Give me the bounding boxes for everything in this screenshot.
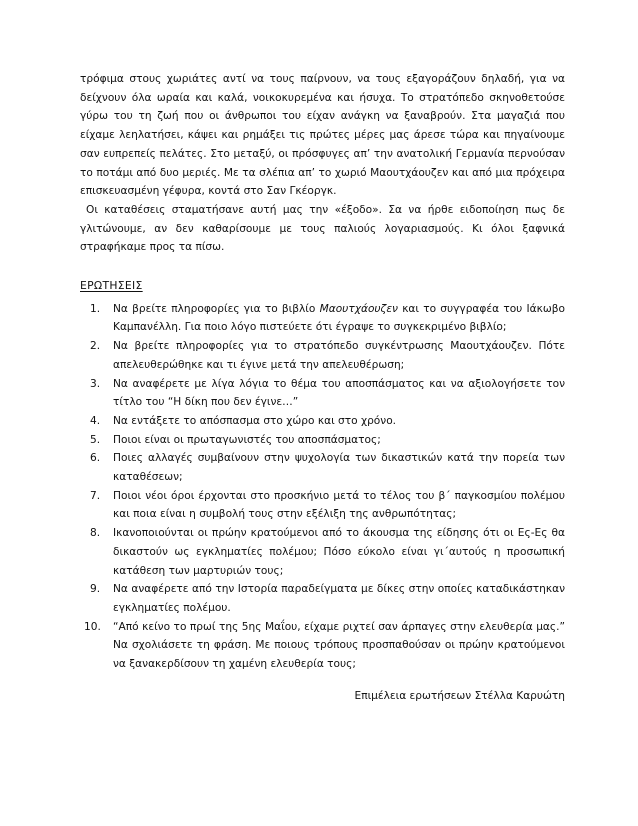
- question-text: Να εντάξετε το απόσπασμα στο χώρο και στο χρόνο.: [113, 414, 397, 427]
- question-text: Ικανοποιούνται οι πρώην κρατούμενοι από το άκουσμα της είδησης ότι οι Ες-Ες θα δικαστούν ως εγκληματίες πολέμου; Πόσο εύκολο είναι γι΄αυτούς η προσωπική κατάθεση των μαρτυριών τους;: [113, 527, 565, 577]
- questions-list: [80, 300, 565, 674]
- question-item: [80, 487, 565, 524]
- question-number: 10.: [84, 620, 101, 633]
- question-text: Ποιες αλλαγές συμβαίνουν στην ψυχολογία των δικαστικών κατά την πορεία των καταθέσεων;: [113, 452, 565, 484]
- question-number: 7.: [90, 489, 101, 502]
- question-text: “Από κείνο το πρωί της 5ης Μαΐου, είχαμε ριχτεί σαν άρπαγες στην ελευθερία μας.” Να σχολιάσετε τη φράση. Με ποιους τρόπους προσπαθούσαν οι πρώην κρατούμενοι να ξανακερδίσουν τη χαμένη ελευθερία τους;: [113, 620, 565, 671]
- question-item: [80, 337, 565, 374]
- question-text-part: Να βρείτε πληροφορίες για το βιβλίο: [113, 302, 320, 315]
- question-item: [80, 412, 565, 431]
- question-text: Ποιοι νέοι όροι έρχονται στο προσκήνιο μετά το τέλος του β΄ παγκοσμίου πολέμου και ποια είναι η συμβολή τους στην εξέλιξη της ανθρωπότητας;: [113, 489, 565, 521]
- question-item: [80, 449, 565, 486]
- question-text: Να αναφέρετε από την Ιστορία παραδείγματα με δίκες στην οποίες καταδικάστηκαν εγκληματίες πολέμου.: [113, 583, 565, 614]
- question-text: Να αναφέρετε με λίγα λόγια το θέμα του αποσπάσματος και να αξιολογήσετε τον τίτλο του “Η δίκη που δεν έγινε…”: [113, 377, 565, 409]
- question-number: 3.: [90, 377, 101, 390]
- question-number: 1.: [90, 302, 101, 315]
- question-number: 6.: [90, 452, 101, 465]
- question-text-part: και το συγγραφέα του Ιάκωβο Καμπανέλλη. Για ποιο λόγο πιστεύετε ότι έγραψε το συγκεκριμένο βιβλίο;: [113, 302, 565, 334]
- question-number: 2.: [90, 340, 101, 353]
- question-item: [80, 524, 565, 580]
- question-number: 4.: [90, 414, 101, 427]
- question-item: [80, 300, 565, 337]
- body-paragraph-1: τρόφιμα στους χωριάτες αντί να τους παίρνουν, να τους εξαγοράζουν δηλαδή, για να δείχνουν όλα ωραία και καλά, νοικοκυρεμένα και ήσυχα. Το στρατόπεδο σκηνοθετούσε γύρω του τη ζωή που οι άνθρωποι του είχαν ανάγκη να ξαναβρούν. Στα μαγαζιά που είχαμε λεηλατήσει, κάψει και ρημάξει τις πρώτες μέρες μας άρεσε τώρα και πηγαίνουμε σαν ευπρεπείς πελάτες. Στο μεταξύ, οι πρόσφυγες απ’ την ανατολική Γερμανία περνούσαν το ποτάμι από δυο μεριές. Με τα σλέπια απ’ το χωριό Μαουτχάουζεν και από μια πρόχειρα επισκευασμένη γέφυρα, κοντά στο Σαν Γκέοργκ.: [80, 73, 565, 198]
- body-paragraph-2: Οι καταθέσεις σταματήσανε αυτή μας την «έξοδο». Σα να ήρθε ειδοποίηση πως δε γλιτώνουμε, αν δεν καθαρίσουμε με τους παλιούς λογαριασμούς. Κι όλοι ξαφνικά στραφήκαμε προς τα πίσω.: [80, 203, 565, 254]
- question-number: 5.: [90, 433, 101, 446]
- question-item: [80, 580, 565, 617]
- question-number: 8.: [90, 527, 101, 540]
- book-title: Μαουτχάουζεν: [319, 302, 398, 315]
- question-item: [80, 431, 565, 450]
- document-page: [80, 70, 565, 674]
- question-item: [80, 375, 565, 412]
- question-item: [80, 618, 565, 674]
- question-number: 9.: [90, 583, 101, 596]
- question-text: Ποιοι είναι οι πρωταγωνιστές του αποσπάσματος;: [113, 433, 381, 446]
- signature: Επιμέλεια ερωτήσεων Στέλλα Καρυώτη: [354, 690, 565, 702]
- question-text: Να βρείτε πληροφορίες για το στρατόπεδο συγκέντρωσης Μαουτχάουζεν. Πότε απελευθερώθηκε και τι έγινε μετά την απελευθέρωση;: [113, 340, 565, 371]
- questions-heading: ΕΡΩΤΗΣΕΙΣ: [80, 279, 143, 293]
